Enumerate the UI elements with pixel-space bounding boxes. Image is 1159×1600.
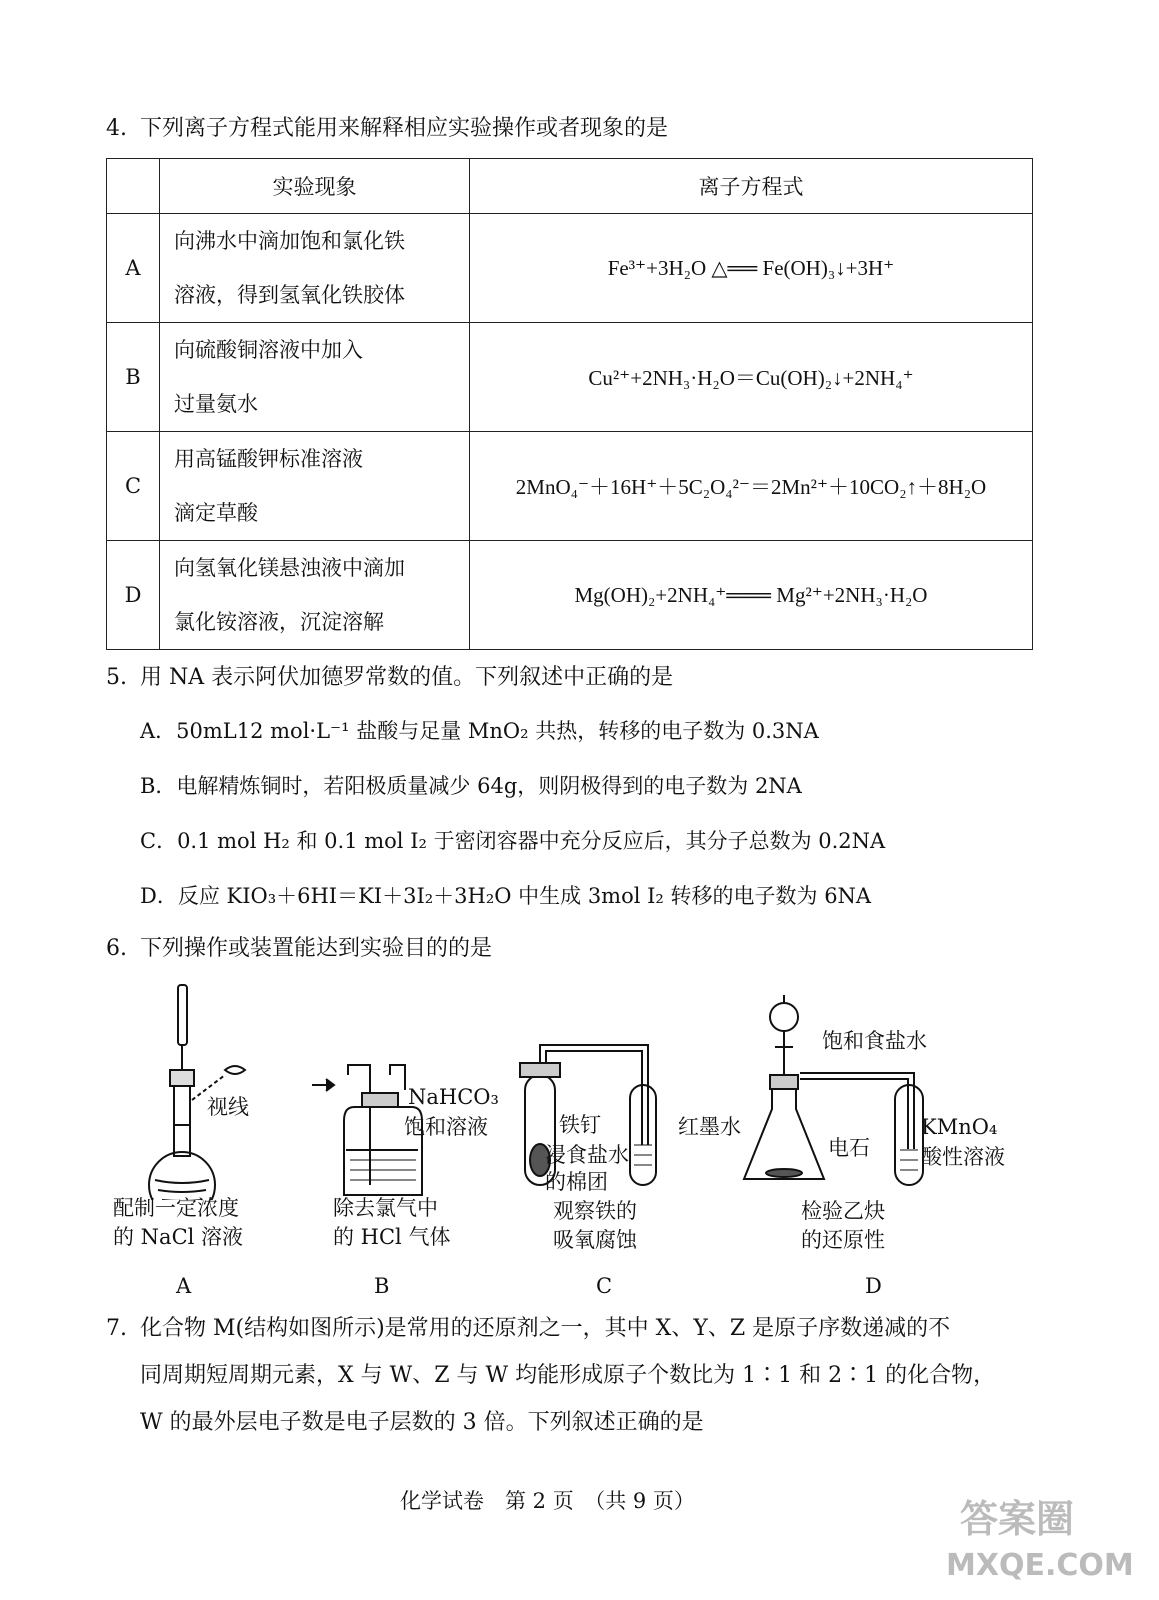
table-row — [107, 323, 1033, 432]
row-phenomenon: 用高锰酸钾标准溶液 滴定草酸 — [160, 432, 470, 541]
row-label: A — [107, 214, 160, 323]
row-label: C — [107, 432, 160, 541]
table-header-row — [107, 159, 1033, 214]
fig-d-note-3: KMnO₄ — [921, 1115, 998, 1139]
fig-d-caption-1: 检验乙炔 — [801, 1199, 885, 1223]
q7-line-3: W 的最外层电子数是电子层数的 3 倍。下列叙述正确的是 — [140, 1410, 704, 1435]
q4-stem: 4. 下列离子方程式能用来解释相应实验操作或者现象的是 — [106, 116, 669, 141]
header-equation: 离子方程式 — [470, 159, 1033, 214]
fig-d-label: D — [865, 1274, 882, 1298]
page-footer: 化学试卷 第 2 页 （共 9 页） — [400, 1489, 695, 1513]
fig-a-caption-1: 配制一定浓度 — [113, 1196, 239, 1220]
watermark-logo: 答案圈 — [960, 1497, 1075, 1541]
fig-d-note-4: 酸性溶液 — [921, 1145, 1005, 1169]
fig-b-label: B — [374, 1274, 390, 1298]
fig-c-label: C — [596, 1274, 613, 1298]
q5-option-a: A．50mL12 mol·L⁻¹ 盐酸与足量 MnO₂ 共热，转移的电子数为 0.3NA — [140, 719, 819, 743]
fig-b-caption-1: 除去氯气中 — [333, 1196, 438, 1220]
watermark-url: MXQE.COM — [946, 1548, 1134, 1583]
row-equation: 2MnO₄⁻＋16H⁺＋5C₂O₄²⁻＝2Mn²⁺＋10CO₂↑＋8H₂O — [470, 432, 1033, 541]
q4-table — [106, 158, 1033, 650]
q6-stem: 6. 下列操作或装置能达到实验目的的是 — [106, 936, 493, 961]
fig-c-caption-1: 观察铁的 — [553, 1199, 637, 1223]
q5-option-d: D．反应 KIO₃＋6HI＝KI＋3I₂＋3H₂O 中生成 3mol I₂ 转移的电子数为 6NA — [140, 884, 872, 908]
header-blank — [107, 159, 160, 214]
table-row — [107, 432, 1033, 541]
row-phenomenon: 向硫酸铜溶液中加入 过量氨水 — [160, 323, 470, 432]
fig-c-note-4: 红墨水 — [678, 1115, 741, 1139]
fig-a-label: A — [176, 1274, 192, 1298]
row-label: D — [107, 541, 160, 650]
table-row — [107, 541, 1033, 650]
fig-b-reagent-2: 饱和溶液 — [404, 1115, 488, 1139]
fig-b-reagent-1: NaHCO₃ — [408, 1085, 499, 1109]
row-label: B — [107, 323, 160, 432]
row-phenomenon: 向氢氧化镁悬浊液中滴加 氯化铵溶液，沉淀溶解 — [160, 541, 470, 650]
fig-c-note-3: 的棉团 — [545, 1170, 608, 1194]
fig-d-note-1: 饱和食盐水 — [822, 1029, 927, 1053]
fig-a-caption-2: 的 NaCl 溶液 — [113, 1225, 244, 1249]
header-phenomenon: 实验现象 — [160, 159, 470, 214]
q5-option-b: B．电解精炼铜时，若阳极质量减少 64g，则阴极得到的电子数为 2NA — [140, 774, 802, 798]
fig-d-caption-2: 的还原性 — [801, 1228, 885, 1252]
row-equation: Cu²⁺+2NH₃·H₂O＝Cu(OH)₂↓+2NH₄⁺ — [470, 323, 1033, 432]
fig-a-note: 视线 — [207, 1095, 249, 1119]
fig-d-note-2: 电石 — [828, 1136, 870, 1160]
fig-b-caption-2: 的 HCl 气体 — [333, 1225, 451, 1249]
q7-line-1: 7. 化合物 M(结构如图所示)是常用的还原剂之一，其中 X、Y、Z 是原子序数递减的不 — [106, 1316, 951, 1341]
q7-line-2: 同周期短周期元素，X 与 W、Z 与 W 均能形成原子个数比为 1∶1 和 2∶1 的化合物， — [140, 1363, 996, 1388]
row-equation: Fe³⁺+3H₂O △══ Fe(OH)₃↓+3H⁺ — [470, 214, 1033, 323]
fig-c-note-2: 浸食盐水 — [545, 1143, 629, 1167]
q5-stem: 5. 用 NA 表示阿伏加德罗常数的值。下列叙述中正确的是 — [106, 665, 674, 690]
row-phenomenon: 向沸水中滴加饱和氯化铁 溶液，得到氢氧化铁胶体 — [160, 214, 470, 323]
fig-c-caption-2: 吸氧腐蚀 — [553, 1228, 637, 1252]
table-row — [107, 214, 1033, 323]
q5-option-c: C．0.1 mol H₂ 和 0.1 mol I₂ 于密闭容器中充分反应后，其分子总数为 0.2NA — [140, 829, 886, 853]
row-equation: Mg(OH)₂+2NH₄⁺═══ Mg²⁺+2NH₃·H₂O — [470, 541, 1033, 650]
fig-c-note-1: 铁钉 — [559, 1113, 601, 1137]
